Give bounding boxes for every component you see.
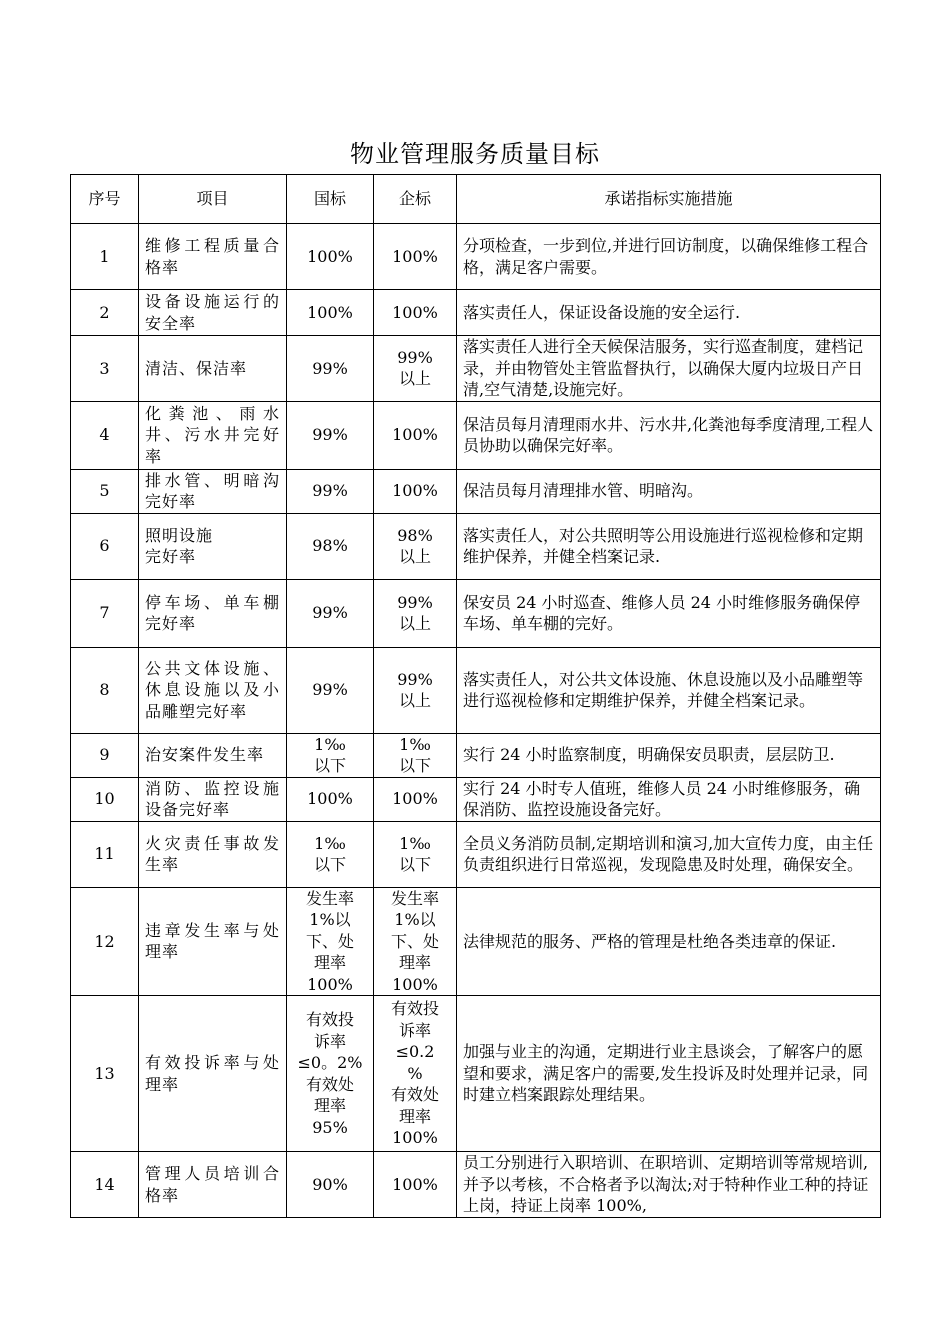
row-number: 8 <box>71 647 139 733</box>
row-company-standard: 98% 以上 <box>374 513 457 579</box>
row-company-standard: 100% <box>374 777 457 821</box>
table-row <box>71 224 881 290</box>
row-company-standard: 100% <box>374 290 457 336</box>
row-measure: 实行 24 小时监察制度，明确保安员职责，层层防卫. <box>457 733 881 777</box>
row-company-standard: 100% <box>374 469 457 513</box>
row-item: 治安案件发生率 <box>139 733 287 777</box>
row-number: 5 <box>71 469 139 513</box>
row-item: 消防、监控设施设备完好率 <box>139 777 287 821</box>
table-row <box>71 290 881 336</box>
row-measure: 保洁员每月清理排水管、明暗沟。 <box>457 469 881 513</box>
row-national-standard: 90% <box>287 1152 374 1218</box>
row-company-standard: 99% 以上 <box>374 579 457 647</box>
row-item: 维修工程质量合格率 <box>139 224 287 290</box>
row-company-standard: 100% <box>374 401 457 469</box>
row-item: 照明设施 完好率 <box>139 513 287 579</box>
row-item: 清洁、保洁率 <box>139 336 287 402</box>
table-row <box>71 513 881 579</box>
table-row <box>71 996 881 1152</box>
row-national-standard: 99% <box>287 336 374 402</box>
row-number: 10 <box>71 777 139 821</box>
header-item: 项目 <box>139 175 287 224</box>
table-header-row <box>71 175 881 224</box>
row-measure: 保安员 24 小时巡查、维修人员 24 小时维修服务确保停车场、单车棚的完好。 <box>457 579 881 647</box>
row-number: 1 <box>71 224 139 290</box>
row-national-standard: 1‰ 以下 <box>287 821 374 887</box>
row-measure: 加强与业主的沟通，定期进行业主恳谈会，了解客户的愿望和要求，满足客户的需要,发生投诉及时处理并记录，同时建立档案跟踪处理结果。 <box>457 996 881 1152</box>
table-row <box>71 401 881 469</box>
row-measure: 落实责任人，对公共文体设施、休息设施以及小品雕塑等进行巡视检修和定期维护保养，并健全档案记录。 <box>457 647 881 733</box>
header-no: 序号 <box>71 175 139 224</box>
table-row <box>71 1152 881 1218</box>
row-number: 6 <box>71 513 139 579</box>
row-national-standard: 98% <box>287 513 374 579</box>
row-number: 2 <box>71 290 139 336</box>
row-item: 设备设施运行的安全率 <box>139 290 287 336</box>
row-company-standard: 1‰ 以下 <box>374 821 457 887</box>
row-item: 排水管、明暗沟完好率 <box>139 469 287 513</box>
row-measure: 法律规范的服务、严格的管理是杜绝各类违章的保证. <box>457 887 881 996</box>
row-company-standard: 发生率 1%以 下、处 理率 100% <box>374 887 457 996</box>
row-item: 违章发生率与处理率 <box>139 887 287 996</box>
row-national-standard: 100% <box>287 224 374 290</box>
row-measure: 落实责任人，保证设备设施的安全运行. <box>457 290 881 336</box>
row-item: 管理人员培训合格率 <box>139 1152 287 1218</box>
row-number: 14 <box>71 1152 139 1218</box>
row-measure: 落实责任人进行全天候保洁服务，实行巡查制度，建档记录，并由物管处主管监督执行，以确保大厦内垃圾日产日清,空气清楚,设施完好。 <box>457 336 881 402</box>
page-title: 物业管理服务质量目标 <box>350 140 600 168</box>
table-row <box>71 777 881 821</box>
row-company-standard: 1‰ 以下 <box>374 733 457 777</box>
header-national: 国标 <box>287 175 374 224</box>
table-row <box>71 647 881 733</box>
table-row <box>71 887 881 996</box>
row-number: 3 <box>71 336 139 402</box>
row-number: 11 <box>71 821 139 887</box>
row-measure: 保洁员每月清理雨水井、污水井,化粪池每季度清理,工程人员协助以确保完好率。 <box>457 401 881 469</box>
row-number: 12 <box>71 887 139 996</box>
table-row <box>71 579 881 647</box>
row-item: 火灾责任事故发生率 <box>139 821 287 887</box>
row-number: 4 <box>71 401 139 469</box>
row-national-standard: 100% <box>287 777 374 821</box>
row-number: 7 <box>71 579 139 647</box>
row-company-standard: 99% 以上 <box>374 647 457 733</box>
table-row <box>71 469 881 513</box>
row-item: 化粪池、雨水井、污水井完好率 <box>139 401 287 469</box>
row-measure: 落实责任人，对公共照明等公用设施进行巡视检修和定期维护保养，并健全档案记录. <box>457 513 881 579</box>
row-number: 13 <box>71 996 139 1152</box>
table-row <box>71 821 881 887</box>
header-measure: 承诺指标实施措施 <box>457 175 881 224</box>
row-national-standard: 99% <box>287 647 374 733</box>
row-national-standard: 1‰ 以下 <box>287 733 374 777</box>
row-national-standard: 99% <box>287 401 374 469</box>
row-company-standard: 100% <box>374 224 457 290</box>
row-company-standard: 99% 以上 <box>374 336 457 402</box>
row-measure: 实行 24 小时专人值班，维修人员 24 小时维修服务，确保消防、监控设施设备完好。 <box>457 777 881 821</box>
row-national-standard: 有效投 诉率 ≤0。2% 有效处 理率 95% <box>287 996 374 1152</box>
row-item: 有效投诉率与处理率 <box>139 996 287 1152</box>
row-national-standard: 发生率 1%以 下、处 理率 100% <box>287 887 374 996</box>
header-company: 企标 <box>374 175 457 224</box>
row-company-standard: 有效投 诉率 ≤0.2 % 有效处 理率 100% <box>374 996 457 1152</box>
row-national-standard: 99% <box>287 469 374 513</box>
row-number: 9 <box>71 733 139 777</box>
row-item: 公共文体设施、休息设施以及小品雕塑完好率 <box>139 647 287 733</box>
quality-target-table <box>70 174 881 1218</box>
row-measure: 全员义务消防员制,定期培训和演习,加大宣传力度，由主任负责组织进行日常巡视，发现隐患及时处理，确保安全。 <box>457 821 881 887</box>
row-national-standard: 100% <box>287 290 374 336</box>
row-company-standard: 100% <box>374 1152 457 1218</box>
row-measure: 分项检查，一步到位,并进行回访制度，以确保维修工程合格，满足客户需要。 <box>457 224 881 290</box>
table-row <box>71 336 881 402</box>
row-measure: 员工分别进行入职培训、在职培训、定期培训等常规培训,并予以考核，不合格者予以淘汰;对于特种作业工种的持证上岗，持证上岗率 100%, <box>457 1152 881 1218</box>
row-item: 停车场、单车棚完好率 <box>139 579 287 647</box>
table-row <box>71 733 881 777</box>
row-national-standard: 99% <box>287 579 374 647</box>
